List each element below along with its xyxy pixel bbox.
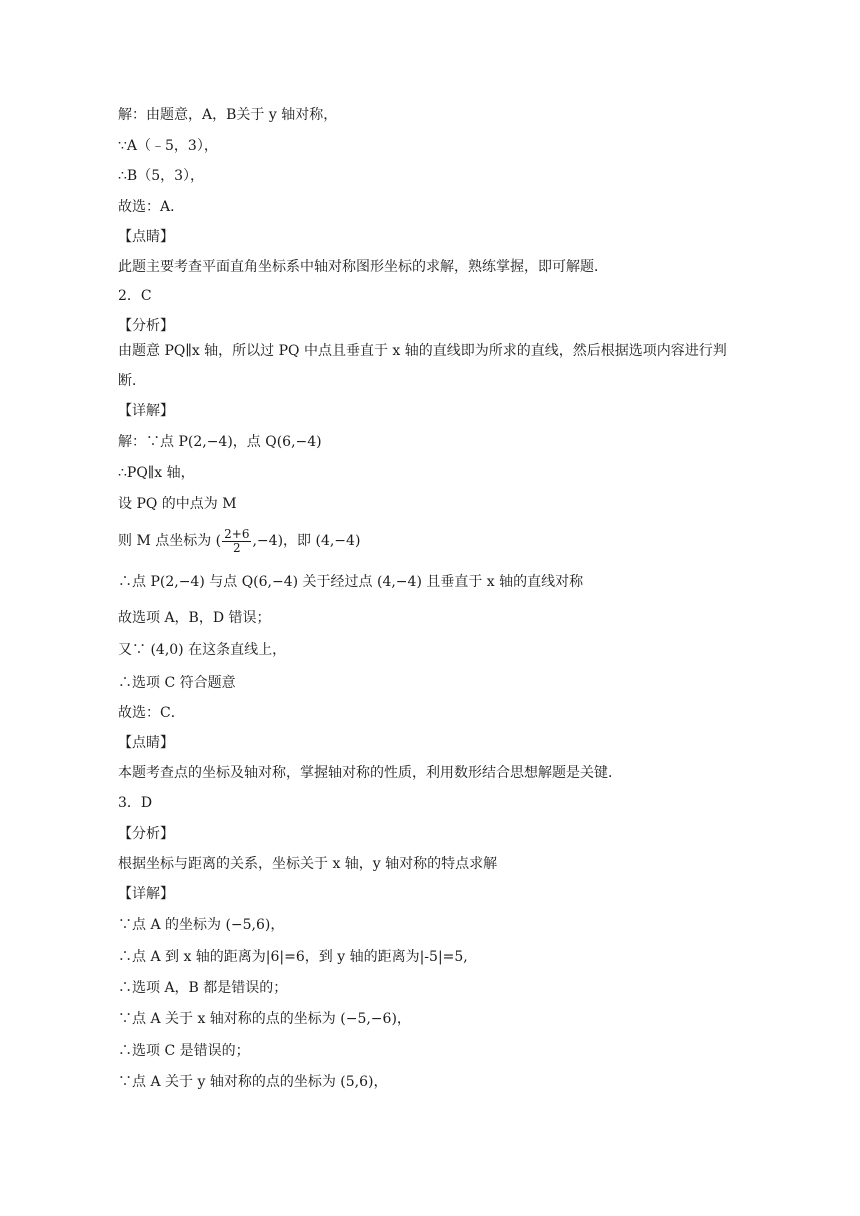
text-line: ∵点 A 关于 x 轴对称的点的坐标为 (−5,−6)，: [118, 1011, 411, 1027]
text-line: ∴点 A 到 x 轴的距离为|6|=6，到 y 轴的距离为|-5|=5,: [118, 949, 468, 965]
fraction-denominator: 2: [233, 540, 241, 555]
text-line: 解：∵点 P(2,−4)，点 Q(6,−4): [118, 434, 322, 450]
text-line: ∵A（﹣5，3），: [118, 138, 218, 154]
midpoint-coordinate-line: [118, 525, 360, 557]
text-line: 解：由题意，A，B关于 y 轴对称，: [118, 107, 338, 123]
text-line: 故选：C．: [118, 705, 185, 721]
text-line: 【详解】: [118, 403, 174, 419]
text-line: ∵点 A 关于 y 轴对称的点的坐标为 (5,6)，: [118, 1074, 388, 1090]
text-line: 此题主要考查平面直角坐标系中轴对称图形坐标的求解，熟练掌握，即可解题．: [118, 259, 608, 275]
text-line: 【详解】: [118, 886, 174, 902]
text-line: 本题考查点的坐标及轴对称，掌握轴对称的性质，利用数形结合思想解题是关键．: [118, 765, 622, 781]
text-line: ∴PQ∥x 轴，: [118, 465, 195, 481]
text-line: 根据坐标与距离的关系，坐标关于 x 轴，y 轴对称的特点求解: [118, 856, 498, 872]
text-line: 【点睛】: [118, 735, 174, 751]
text-line: 3．D: [118, 795, 153, 811]
text-line: ∴选项 C 符合题意: [118, 675, 236, 691]
text-line: ∵点 A 的坐标为 (−5,6)，: [118, 917, 285, 933]
fraction-numerator: 2+6: [224, 526, 250, 541]
midpoint-prefix: 则 M 点坐标为 (: [118, 533, 222, 549]
text-line: ∴B（5，3），: [118, 168, 205, 184]
text-line: 故选项 A，B，D 错误；: [118, 610, 271, 626]
text-line: ∴选项 C 是错误的；: [118, 1043, 250, 1059]
text-line: 设 PQ 的中点为 M: [118, 496, 237, 512]
text-line: 2．C: [118, 288, 152, 304]
text-line: 故选：A．: [118, 199, 185, 215]
midpoint-suffix: ,−4)，即 (4,−4): [252, 533, 361, 549]
text-line: 【点睛】: [118, 229, 174, 245]
text-line: 【分析】: [118, 318, 174, 334]
text-line: 【分析】: [118, 826, 174, 842]
text-line: ∴点 P(2,−4) 与点 Q(6,−4) 关于经过点 (4,−4) 且垂直于 x 轴的直线对称: [118, 574, 584, 590]
midpoint-fraction: [222, 528, 251, 555]
text-line: 又∵ (4,0) 在这条直线上，: [118, 642, 287, 658]
text-line: ∴选项 A，B 都是错误的；: [118, 980, 288, 996]
analysis-2-text: 由题意 PQ∥x 轴，所以过 PQ 中点且垂直于 x 轴的直线即为所求的直线，然后根据选项内容进行判断．: [118, 343, 727, 389]
